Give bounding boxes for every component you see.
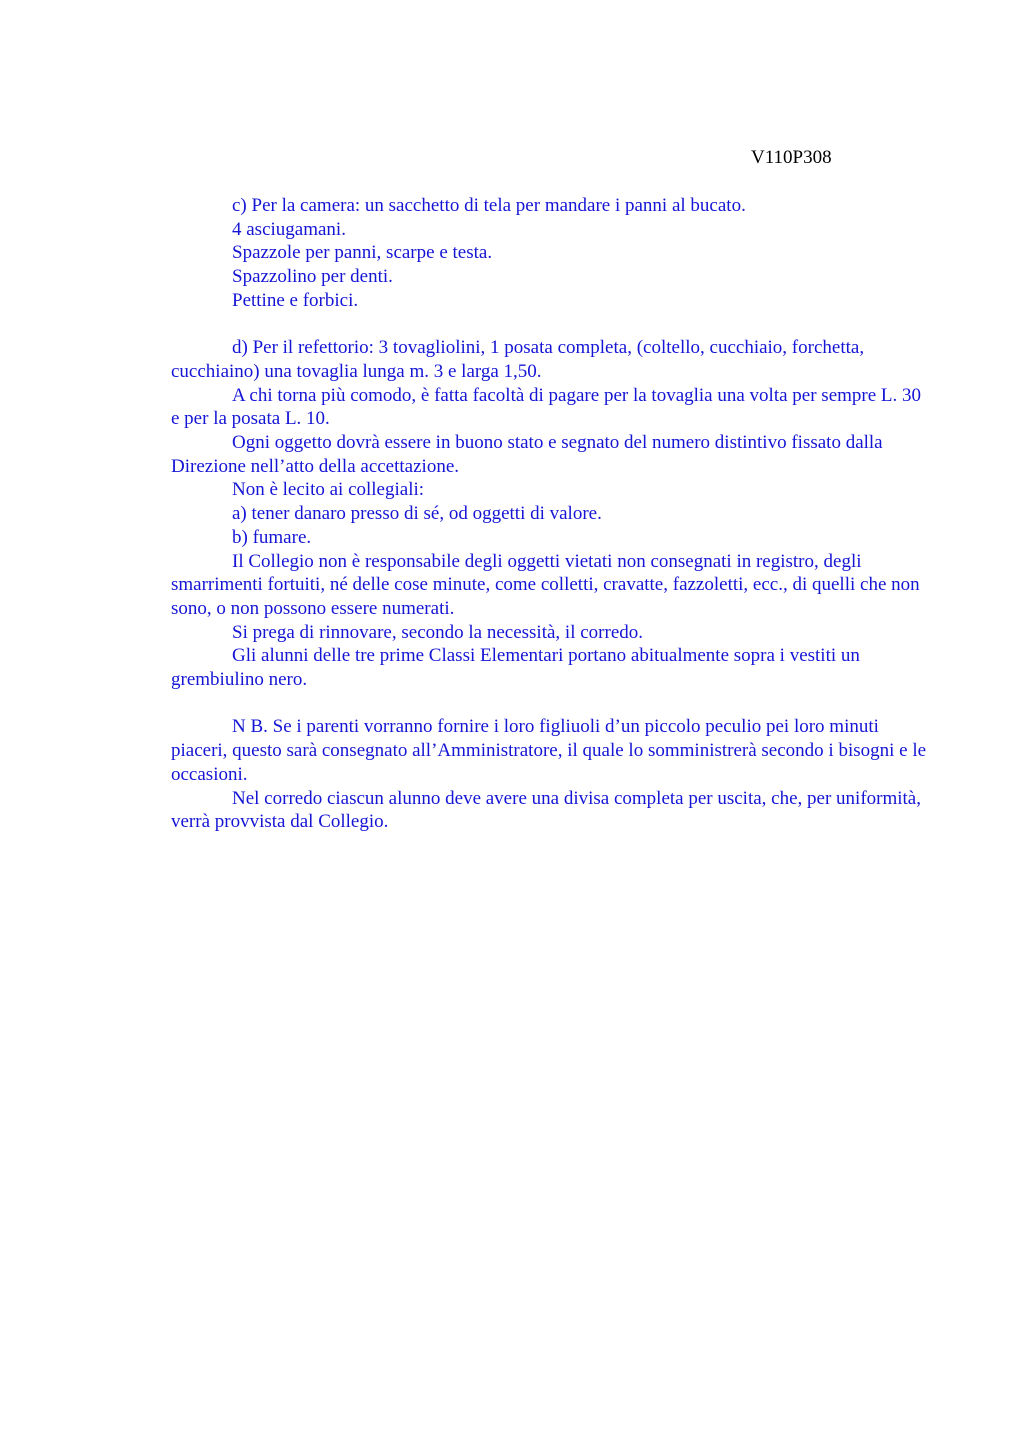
paragraph-rinnovare: Si prega di rinnovare, secondo la necessità, il corredo.: [232, 621, 643, 643]
paragraph-divisa: Nel corredo ciascun alunno deve avere una divisa completa per uscita, che, per uniformità, verrà provvista dal Collegio.: [171, 787, 921, 833]
paragraph-pagamento: A chi torna più comodo, è fatta facoltà di pagare per la tovaglia una volta per sempre L. 30 e per la posata L. 10.: [171, 384, 922, 430]
page-identifier: V110P308: [751, 147, 832, 168]
paragraph-spazzolino: Spazzolino per denti.: [232, 266, 393, 288]
paragraph-danaro: a) tener danaro presso di sé, od oggetti di valore.: [232, 503, 602, 525]
paragraph-grembiulino: Gli alunni delle tre prime Classi Elementari portano abitualmente sopra i vestiti un grembiulino nero.: [171, 645, 860, 691]
paragraph-spacer: [171, 692, 931, 716]
paragraph-nota-bene: N B. Se i parenti vorranno fornire i loro figliuoli d’un piccolo peculio pei loro minuti piaceri, questo sarà consegnato all’Amministratore, il quale lo somministrerà secondo i bisogni e le occasioni.: [171, 716, 927, 785]
paragraph-asciugamani: 4 asciugamani.: [232, 218, 346, 240]
paragraph-spacer: [171, 313, 931, 337]
paragraph-responsabilita: Il Collegio non è responsabile degli oggetti vietati non consegnati in registro, degli smarrimenti fortuiti, né delle cose minute, come colletti, cravatte, fazzoletti, ecc., di quelli che non sono, o non possono essere numerati.: [171, 550, 920, 619]
paragraph-refettorio: d) Per il refettorio: 3 tovagliolini, 1 posata completa, (coltello, cucchiaio, forchetta, cucchiaino) una tovaglia lunga m. 3 e larga 1,50.: [171, 337, 865, 382]
paragraph-spazzole: Spazzole per panni, scarpe e testa.: [232, 242, 493, 264]
paragraph-oggetti: Ogni oggetto dovrà essere in buono stato e segnato del numero distintivo fissato dalla Direzione nell’atto della accettazione.: [171, 432, 883, 477]
paragraph-fumare: b) fumare.: [232, 526, 312, 548]
paragraph-pettine: Pettine e forbici.: [232, 289, 359, 311]
paragraph-non-lecito: Non è lecito ai collegiali:: [232, 479, 425, 501]
document-body: [171, 194, 931, 834]
paragraph-camera: c) Per la camera: un sacchetto di tela per mandare i panni al bucato.: [232, 195, 746, 216]
